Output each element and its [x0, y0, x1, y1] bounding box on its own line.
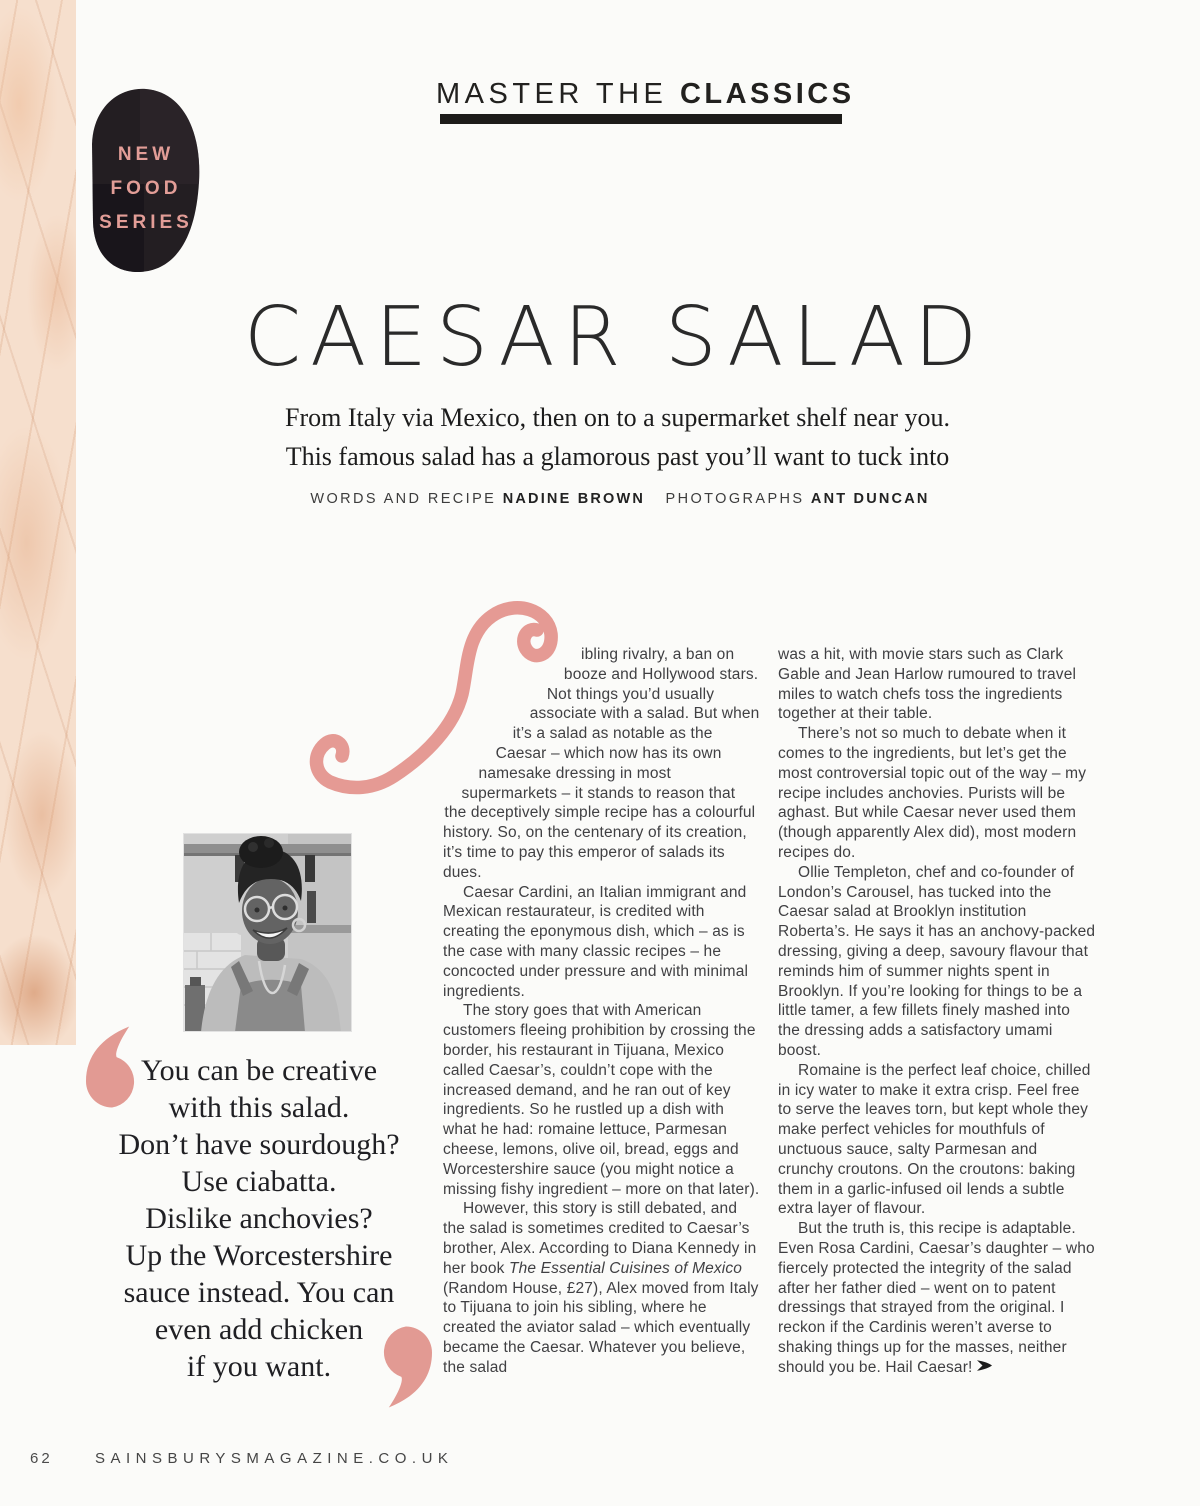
page-number: 62: [30, 1450, 53, 1467]
byline-label-words: WORDS AND RECIPE: [310, 491, 497, 507]
body-paragraph: [778, 863, 1096, 1061]
pull-quote-line: with this salad.: [168, 1091, 350, 1124]
body-text: ibling rivalry, a ban on booze and Hollywood stars. Not things you’d usually associate with a salad. But when it’s a salad as notable as the Caesar – which now has its own namesake dressing in most supermarkets – it stands to reason that the deceptively simple recipe has a colourful history. So, on the centenary of its creation, it’s time to pay this emperor of salads its dues.: [443, 646, 760, 881]
pull-quote-line: You can be creative: [140, 1054, 378, 1087]
author-photo: [183, 833, 352, 1032]
byline-author: NADINE BROWN: [502, 491, 646, 507]
marble-texture-strip: [0, 0, 76, 1045]
badge-line: SERIES: [99, 212, 193, 233]
pull-quote-line: sauce instead. You can: [123, 1276, 395, 1309]
body-paragraph: [778, 1219, 1096, 1377]
body-text: Ollie Templeton, chef and co-founder of London’s Carousel, has tucked into the Caesar salad at Brooklyn institution Roberta’s. He says it has an anchovy-packed dressing, giving a deep, savoury flavour that reminds him of summer nights spent in Brooklyn. If you’re looking for things to be a little tamer, a few fillets finely mashed into the dressing adds a satisfactory umami boost.: [778, 863, 1096, 1059]
section-kicker: [436, 78, 855, 111]
body-text: There’s not so much to debate when it comes to the ingredients, but let’s get the most controversial topic out of the way – my recipe includes anchovies. Purists will be aghast. But while Caesar never used them (though apparently Alex did), most modern recipes do.: [778, 725, 1087, 861]
body-column-2: [778, 645, 1096, 1377]
byline-photographer: ANT DUNCAN: [810, 491, 930, 507]
byline-label-photos: PHOTOGRAPHS: [665, 491, 805, 507]
kicker-regular: MASTER THE: [436, 78, 680, 110]
book-title-italic: The Essential Cuisines of Mexico: [508, 1259, 743, 1277]
kicker-bold: CLASSICS: [679, 78, 855, 110]
badge-text: [90, 138, 202, 240]
body-text: The story goes that with American customers fleeing prohibition by crossing the border, his restaurant in Tijuana, Mexico called Caesar’s, couldn’t cope with the increased demand, and he ran out of key ingredients. So he rustled up a dish with what he had: romaine lettuce, Parmesan cheese, lemons, olive oil, bread, eggs and Worcestershire sauce (you might notice a missing fishy ingredient – more on that later).: [443, 1002, 760, 1198]
pull-quote-line: Don’t have sourdough?: [118, 1128, 400, 1161]
continue-arrow-icon: [977, 1359, 992, 1372]
body-column-1: [443, 645, 761, 1377]
standfirst-line: From Italy via Mexico, then on to a supermarket shelf near you.: [285, 403, 950, 432]
body-text: Romaine is the perfect leaf choice, chilled in icy water to make it extra crisp. Feel free to serve the leaves torn, but kept whole they make perfect vehicles for mouthfuls of unctuous sauce, salty Parmesan and crunchy croutons. On the croutons: baking them in a garlic-infused oil lends a subtle extra layer of flavour.: [778, 1061, 1091, 1218]
body-text: However, this story is still debated, and the salad is sometimes credited to Caesar’s brother, Alex. According to Diana Kennedy in her book: [443, 1200, 757, 1277]
kicker-underline-bar: [440, 114, 842, 124]
body-text: But the truth is, this recipe is adaptable. Even Rosa Cardini, Caesar’s daughter – who fiercely protected the integrity of the salad after her father died – went on to patent dressings that strayed from the original. I reckon if the Cardinis weren’t averse to shaking things up for the masses, neither should you be. Hail Caesar!: [778, 1220, 1095, 1376]
body-paragraph: [443, 1001, 761, 1199]
magazine-website: SAINSBURYSMAGAZINE.CO.UK: [95, 1450, 454, 1467]
body-paragraph: [778, 724, 1096, 863]
new-food-series-badge: [86, 86, 206, 276]
body-paragraph: [443, 1199, 761, 1377]
body-text: was a hit, with movie stars such as Clark Gable and Jean Harlow rumoured to travel miles to watch chefs toss the ingredients together at their table.: [778, 646, 1077, 723]
close-quote-icon: [378, 1324, 432, 1410]
pull-quote-line: Dislike anchovies?: [145, 1202, 373, 1235]
pull-quote-line: Up the Worcestershire: [125, 1239, 393, 1272]
standfirst: [115, 398, 1120, 476]
body-paragraph: [778, 1061, 1096, 1219]
body-paragraph: [443, 883, 761, 1002]
body-text: Caesar Cardini, an Italian immigrant and Mexican restaurateur, is credited with creating the eponymous dish, which – as is the case with many classic recipes – he concocted under pressure and with minimal ingredients.: [443, 883, 749, 1000]
standfirst-line: This famous salad has a glamorous past you’ll want to tuck into: [285, 442, 950, 471]
badge-line: NEW: [117, 144, 175, 165]
byline: [115, 491, 1125, 507]
pull-quote-line: if you want.: [186, 1350, 332, 1383]
body-paragraph: [778, 645, 1096, 724]
badge-line: FOOD: [110, 178, 182, 199]
pull-quote-line: Use ciabatta.: [181, 1165, 337, 1198]
body-text: (Random House, £27), Alex moved from Italy to Tijuana to join his sibling, where he created the aviator salad – which eventually became the Caesar. Whatever you believe, the salad: [443, 1279, 759, 1376]
pull-quote-line: even add chicken: [154, 1313, 364, 1346]
article-title: CAESAR SALAD: [243, 290, 987, 385]
